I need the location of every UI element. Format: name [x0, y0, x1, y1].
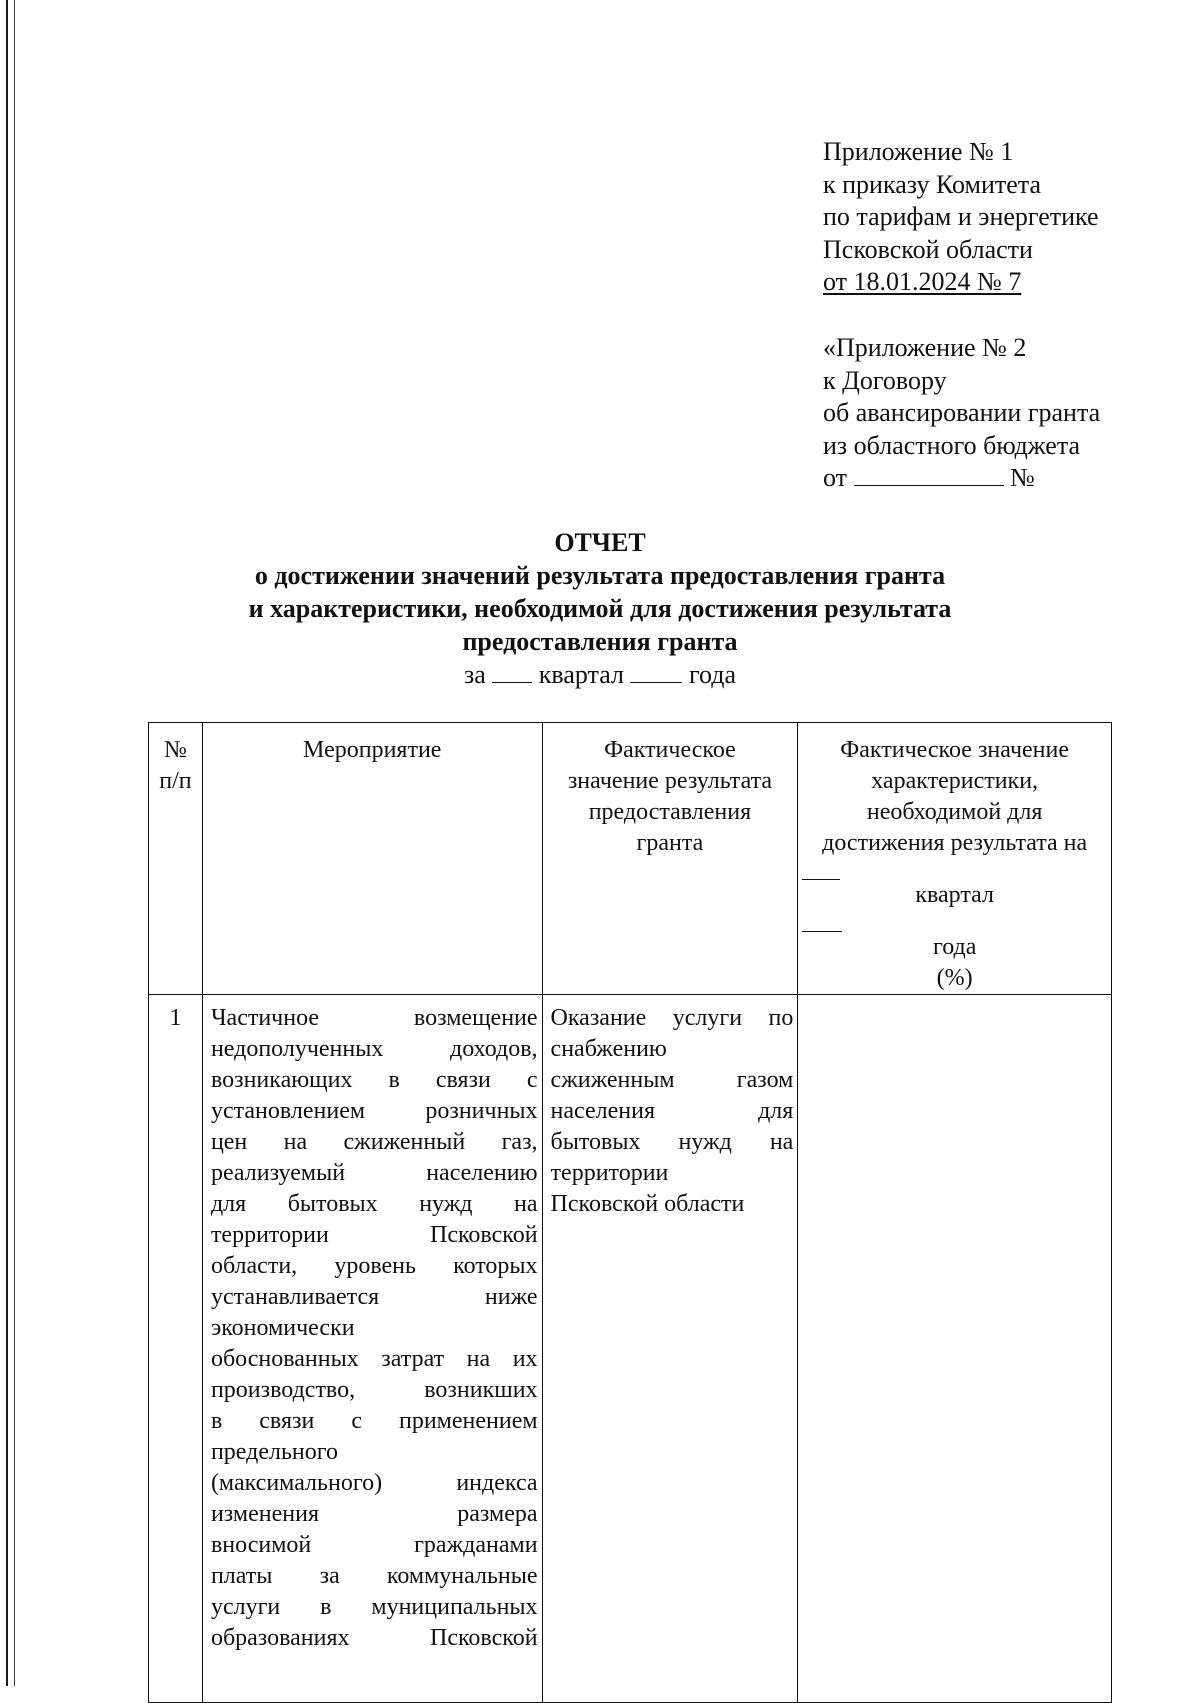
cell-event-line: экономически: [210, 1315, 355, 1341]
header-result: [542, 723, 798, 995]
header-char-line: характеристики,: [871, 768, 1039, 794]
cell-event-line: недополученных доходов,: [210, 1036, 538, 1062]
report-subtitle-line: предоставления гранта: [462, 627, 738, 656]
header-result-line: предоставления: [588, 799, 752, 825]
report-period: [200, 658, 1000, 691]
header-char-year: года: [932, 934, 977, 960]
cell-characteristic: [798, 995, 1112, 1703]
header-result-line: гранта: [636, 830, 704, 856]
appendix-1-block: [823, 136, 1099, 299]
report-period-quarter: квартал: [538, 660, 624, 689]
cell-event-line: платы за коммунальные: [210, 1563, 538, 1589]
cell-num: 1: [149, 995, 203, 1703]
report-title-block: [200, 526, 1000, 691]
header-result-line: Фактическое: [604, 737, 736, 763]
cell-result-line: сжиженным газом: [550, 1067, 794, 1093]
cell-event-line: (максимального) индекса: [210, 1470, 538, 1496]
header-char-quarter-blank: [802, 859, 840, 880]
cell-event-line: обоснованных затрат на их: [210, 1346, 538, 1372]
page-edge-rule-thin: [14, 0, 15, 1686]
cell-event-line: устанавливается ниже: [210, 1284, 538, 1310]
report-subtitle-line: о достижении значений результата предоставления гранта: [254, 561, 946, 590]
appendix-2-line: из областного бюджета: [823, 430, 1081, 460]
report-year-blank: [630, 662, 682, 683]
cell-event-line: вносимой гражданами: [210, 1532, 538, 1558]
header-char-line: необходимой для: [866, 799, 1043, 825]
cell-event-line: области, уровень которых: [210, 1253, 538, 1279]
report-heading: ОТЧЕТ: [554, 528, 646, 557]
appendix-1-line: по тарифам и энергетике: [823, 202, 1099, 231]
appendix-1-line: Приложение № 1: [823, 137, 1014, 166]
cell-event-line: территории Псковской: [210, 1222, 538, 1248]
appendix-2-line: к Договору: [823, 365, 947, 395]
cell-result-line: Оказание услуги по: [550, 1005, 794, 1031]
header-num-line: п/п: [159, 768, 192, 794]
table-header-row: [149, 723, 1112, 995]
appendix-2-from-label: от: [823, 463, 848, 492]
appendix-1-line: к приказу Комитета: [823, 169, 1042, 199]
appendix-1-line: Псковской области: [823, 234, 1033, 264]
appendix-2-number-label: №: [1010, 463, 1035, 492]
appendix-2-line: об авансировании гранта: [823, 398, 1101, 427]
cell-result-line: Псковской области: [550, 1191, 745, 1217]
cell-result-line: бытовых нужд на: [550, 1129, 794, 1155]
appendix-2-date-blank: [854, 465, 1004, 486]
cell-result: [542, 995, 798, 1703]
header-char-line: Фактическое значение: [840, 737, 1070, 763]
cell-event-line: Частичное возмещение: [210, 1005, 538, 1031]
cell-event-line: производство, возникших: [210, 1377, 538, 1403]
report-period-year: года: [688, 660, 737, 689]
header-char-period: [802, 859, 1107, 963]
header-characteristic: [798, 723, 1112, 995]
appendix-2-date-line: [823, 462, 1100, 495]
cell-result-line: снабжению: [550, 1036, 667, 1062]
cell-result-line: территории: [550, 1160, 669, 1186]
report-subtitle-line: и характеристики, необходимой для достижения результата: [248, 594, 952, 623]
header-char-unit: (%): [936, 965, 973, 991]
cell-event-line: в связи с применением: [210, 1408, 538, 1434]
cell-event-line: возникающих в связи с: [210, 1067, 538, 1093]
cell-event-line: реализуемый населению: [210, 1160, 538, 1186]
cell-event-line: для бытовых нужд на: [210, 1191, 538, 1217]
header-event: [202, 723, 542, 995]
cell-event: [202, 995, 542, 1703]
cell-event-line: изменения размера: [210, 1501, 538, 1527]
page-edge-rule: [6, 0, 8, 1686]
header-char-line: достижения результата на: [822, 830, 1088, 856]
header-event-line: Мероприятие: [303, 737, 442, 763]
header-char-quarter: квартал: [915, 882, 994, 908]
header-num-line: №: [164, 737, 187, 763]
appendix-1-date: от 18.01.2024 № 7: [823, 267, 1022, 296]
cell-event-line: предельного: [210, 1439, 338, 1465]
report-quarter-blank: [492, 662, 532, 683]
cell-event-line: цен на сжиженный газ,: [210, 1129, 538, 1155]
report-period-prefix: за: [463, 660, 486, 689]
appendix-2-block: [823, 332, 1100, 495]
header-num: [149, 723, 203, 995]
cell-event-line: образованиях Псковской: [210, 1625, 538, 1651]
table-row: [149, 995, 1112, 1703]
appendix-2-line: «Приложение № 2: [823, 333, 1027, 362]
cell-event-line: установлением розничных: [210, 1098, 538, 1124]
cell-result-line: населения для: [550, 1098, 794, 1124]
header-result-line: значение результата: [567, 768, 773, 794]
header-char-year-blank: [802, 911, 842, 932]
report-table: [148, 722, 1112, 1703]
cell-event-line: услуги в муниципальных: [210, 1594, 538, 1620]
